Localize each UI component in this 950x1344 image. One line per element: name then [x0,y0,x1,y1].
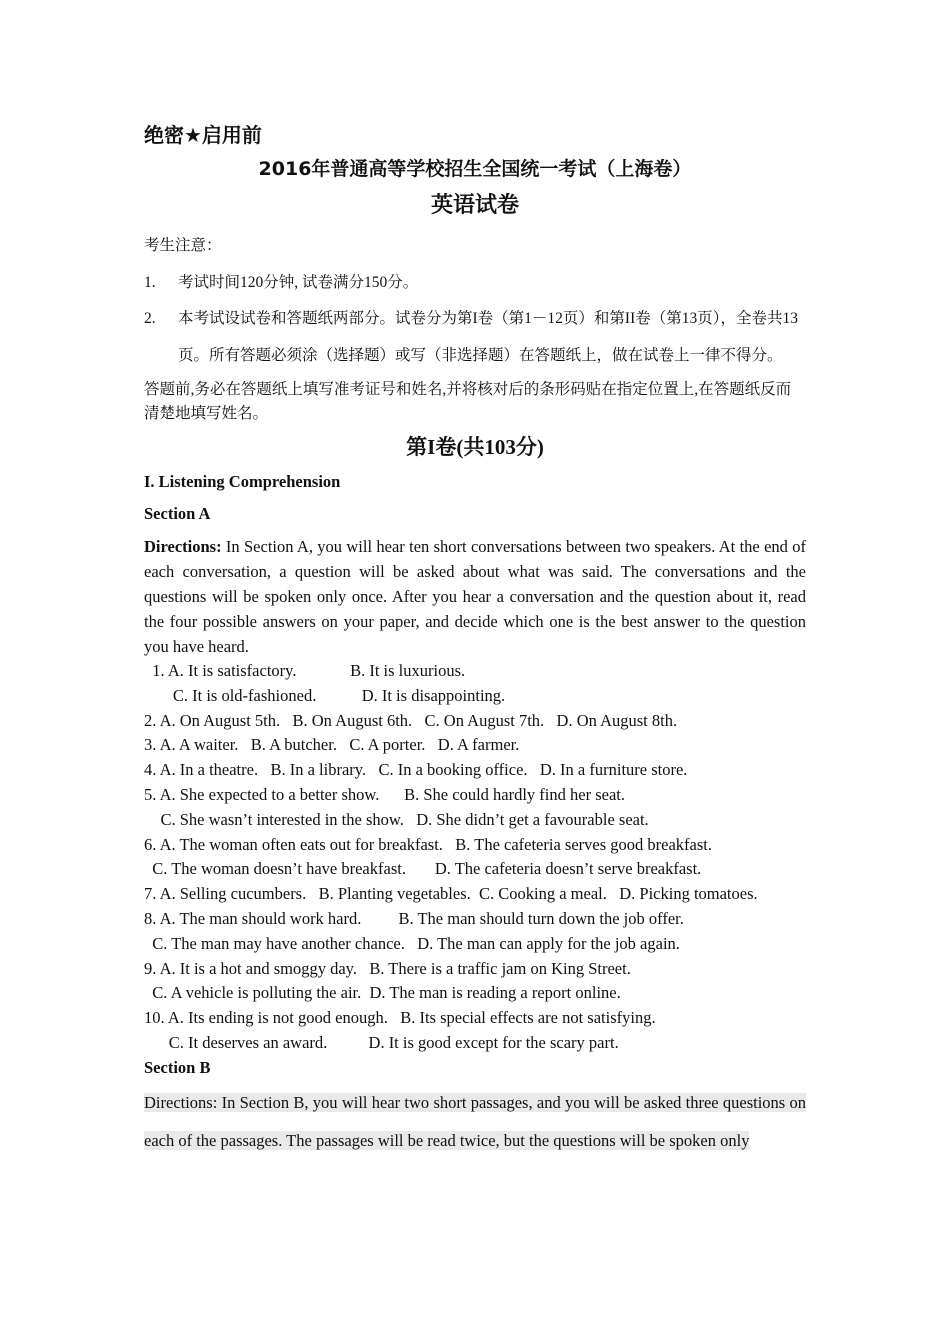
question-line: 2. A. On August 5th. B. On August 6th. C. On August 7th. D. On August 8th. [144,710,678,730]
notice-item [144,266,806,300]
notice-item-number: 1. [144,274,156,291]
section-b-heading: Section B [144,1057,211,1077]
notice-item [144,300,806,374]
exam-title: 2016年普通高等学校招生全国统一考试（上海卷） [258,158,692,180]
exam-page [144,120,806,1160]
notice-list [144,266,806,374]
section-b-directions [144,1084,806,1160]
question-line: C. It is old-fashioned. D. It is disappointing. [144,685,506,705]
section-a-directions [144,534,806,659]
question-line: 7. A. Selling cucumbers. B. Planting vegetables. C. Cooking a meal. D. Picking tomatoes. [144,884,758,904]
question-line: C. It deserves an award. D. It is good except for the scary part. [144,1032,619,1052]
question-line: 3. A. A waiter. B. A butcher. C. A porter. D. A farmer. [144,735,520,755]
part-title: 第I卷(共103分) [406,435,544,459]
question-line: 1. A. It is satisfactory. B. It is luxurious. [144,661,466,680]
question-list [144,659,806,1056]
exam-subtitle: 英语试卷 [430,193,519,218]
notice-label: 考生注意： [144,237,222,254]
question-line: C. The man may have another chance. D. The man can apply for the job again. [144,933,680,953]
question-line: 8. A. The man should work hard. B. The man should turn down the job offer. [144,908,684,928]
section-a-heading: Section A [144,504,211,523]
directions-label: Directions: [144,537,222,556]
question-line: C. A vehicle is polluting the air. D. The man is reading a report online. [144,983,621,1003]
question-line: 6. A. The woman often eats out for breakfast. B. The cafeteria serves good breakfast. [144,834,712,854]
section-b-directions-text: Directions: In Section B, you will hear two short passages, and you will be asked three questions on each of the passages. The passages will be read twice, but the questions will be spoken only [144,1092,806,1150]
question-line: 5. A. She expected to a better show. B. She could hardly find her seat. [144,784,625,804]
notice-item-text: 本考试设试卷和答题纸两部分。试卷分为第I卷（第1－12页）和第II卷（第13页），全卷共13页。所有答题必须涂（选择题）或写（非选择题）在答题纸上，做在试卷上一律不得分。 [178,310,798,364]
question-line: 10. A. Its ending is not good enough. B. Its special effects are not satisfying. [144,1008,656,1028]
question-line: 9. A. It is a hot and smoggy day. B. There is a traffic jam on King Street. [144,958,631,978]
section-title: I. Listening Comprehension [144,472,341,491]
question-line: C. She wasn’t interested in the show. D. She didn’t get a favourable seat. [144,809,649,829]
question-line: 4. A. In a theatre. B. In a library. C. In a booking office. D. In a furniture store. [144,760,688,780]
pre-answer-note: 答题前,务必在答题纸上填写准考证号和姓名,并将核对后的条形码贴在指定位置上,在答题纸反而清楚地填写姓名。 [144,381,792,422]
directions-text: In Section A, you will hear ten short conversations between two speakers. At the end of each conversation, a question will be asked about what was said. The conversations and the questions will be spoken only once. After you hear a conversation and the question about it, read the four possible answers on your paper, and decide which one is the best answer to the question you have heard. [144,537,806,656]
confidential-mark: 绝密★启用前 [144,123,262,147]
notice-item-text: 考试时间120分钟, 试卷满分150分。 [178,274,419,291]
notice-item-number: 2. [144,310,156,327]
question-line: C. The woman doesn’t have breakfast. D. The cafeteria doesn’t serve breakfast. [144,859,702,879]
